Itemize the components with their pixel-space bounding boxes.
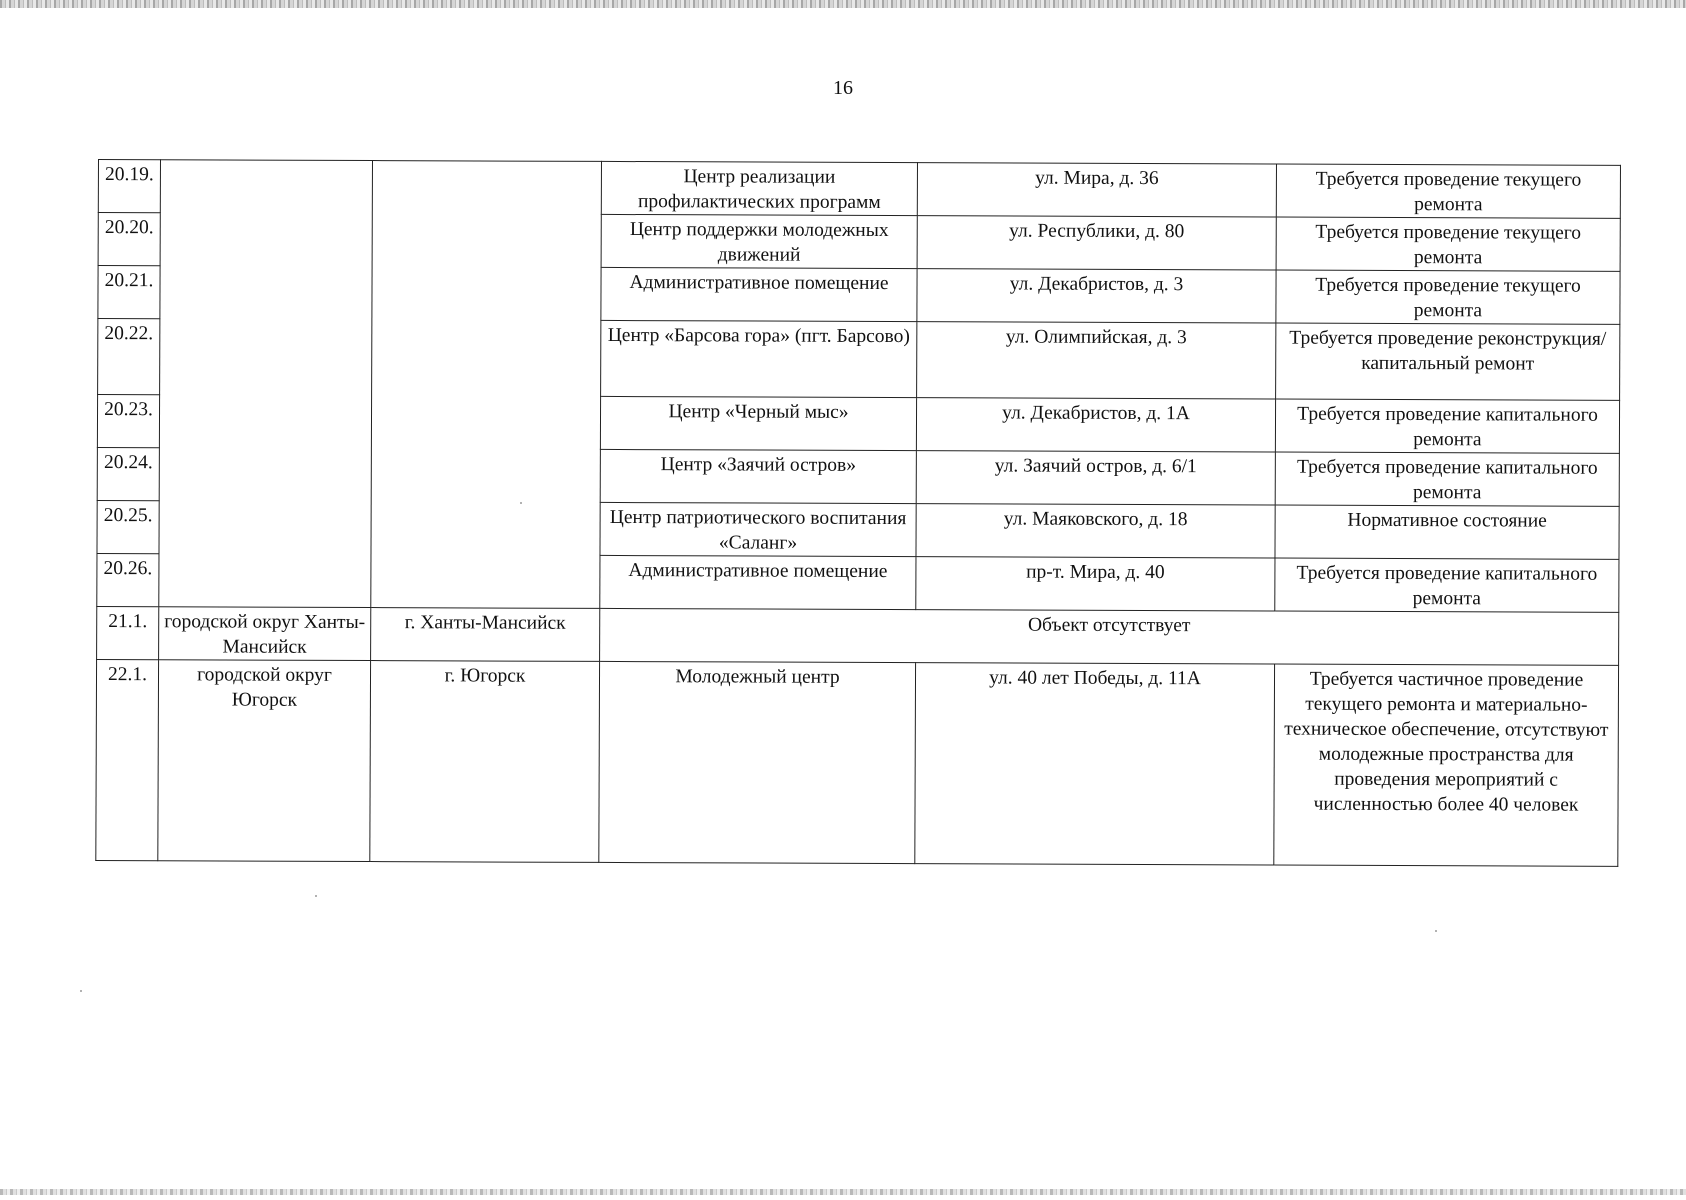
object-cell: Молодежный центр [599,661,916,863]
address-cell: ул. Маяковского, д. 18 [916,504,1275,558]
scan-speck [520,502,522,504]
city-cell: г. Югорск [370,661,600,863]
address-cell: ул. Декабристов, д. 1А [916,398,1275,452]
scan-speck [315,895,317,897]
row-number: 20.22. [98,319,160,395]
condition-cell: Требуется проведение текущего ремонта [1276,217,1620,271]
row-number: 20.20. [98,213,160,266]
district-cell: городской округ Югорск [158,660,371,862]
scan-edge-bottom [0,1189,1686,1195]
city-cell [371,161,602,609]
merged-note-cell: Объект отсутствует [600,608,1619,665]
scan-edge-top [0,0,1686,8]
object-cell: Центр реализации профилактических программ [601,161,917,215]
object-cell: Административное помещение [600,555,916,609]
object-cell: Центр «Черный мыс» [600,396,916,450]
row-number: 20.19. [98,160,160,213]
object-cell: Административное помещение [601,267,917,321]
address-cell: ул. Олимпийская, д. 3 [917,322,1276,399]
row-number: 20.26. [97,553,159,606]
object-cell: Центр патриотического воспитания «Саланг» [600,502,916,556]
object-cell: Центр поддержки молодежных движений [601,214,917,268]
condition-cell: Требуется проведение капитального ремонта [1275,558,1619,612]
page-number: 16 [833,77,853,99]
address-cell: ул. Мира, д. 36 [917,163,1276,217]
object-cell: Центр «Заячий остров» [600,449,916,503]
row-number: 20.23. [97,395,159,448]
scan-speck [80,990,82,992]
row-number: 20.21. [98,266,160,319]
row-number: 20.24. [97,447,159,500]
condition-cell: Требуется частичное проведение текущего ремонта и материально-техническое обеспечение, отсутствуют молодежные пространства для проведения мероприятий с численностью более 40 человек [1274,664,1619,866]
district-cell: городской округ Ханты-Мансийск [159,607,371,661]
address-cell: ул. Декабристов, д. 3 [917,269,1276,323]
table-row [97,606,1619,665]
condition-cell: Нормативное состояние [1275,505,1619,559]
condition-cell: Требуется проведение текущего ремонта [1276,270,1620,324]
row-number: 20.25. [97,500,159,553]
table-row [98,160,1620,219]
address-cell: ул. Республики, д. 80 [917,216,1276,270]
row-number: 22.1. [96,659,159,860]
condition-cell: Требуется проведение капитального ремонта [1275,399,1619,453]
table-row [96,659,1619,866]
scan-speck [1435,930,1437,932]
row-number: 21.1. [97,606,159,659]
facilities-table [95,159,1621,867]
city-cell: г. Ханты-Мансийск [371,608,600,662]
object-cell: Центр «Барсова гора» (пгт. Барсово) [601,320,917,397]
address-cell: ул. Заячий остров, д. 6/1 [916,451,1275,505]
condition-cell: Требуется проведение реконструкция/капитальный ремонт [1276,323,1620,400]
condition-cell: Требуется проведение текущего ремонта [1276,164,1620,218]
address-cell: пр-т. Мира, д. 40 [916,557,1275,611]
district-cell [159,160,373,608]
address-cell: ул. 40 лет Победы, д. 11А [915,663,1275,865]
condition-cell: Требуется проведение капитального ремонта [1275,452,1619,506]
